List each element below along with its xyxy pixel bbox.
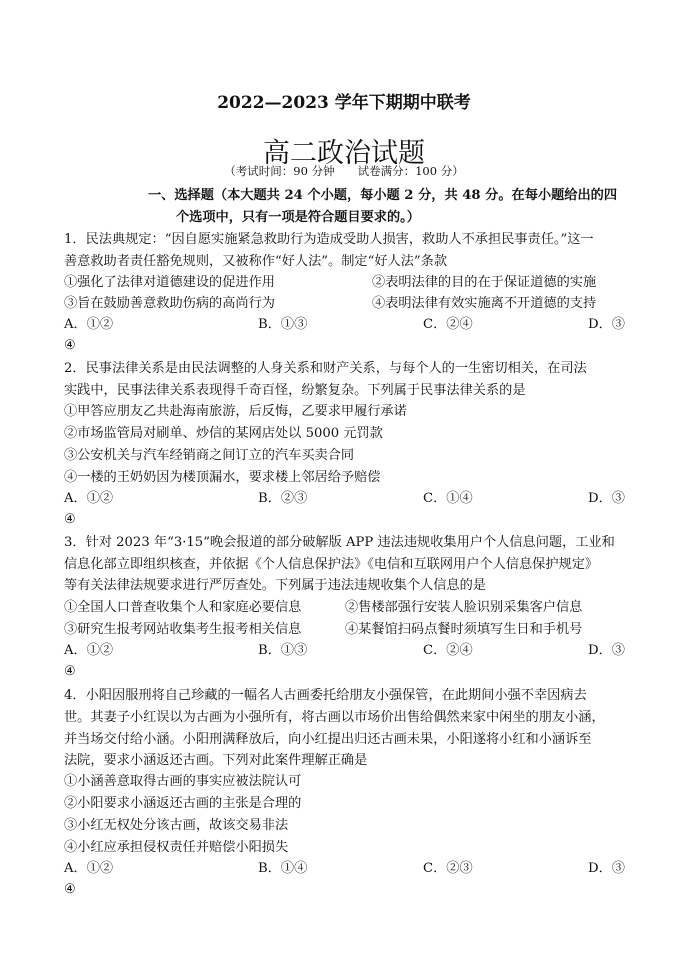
q1-item-4: ④表明法律有效实施离不开道德的支持 [372,296,597,311]
question-1-stem: 善意救助者责任豁免规则，又被称作“好人法”。制定“好人法”条款 [64,254,448,269]
q4-item-3: ③小红无权处分该古画，故该交易非法 [64,818,289,833]
q4-choice-c: C．②③ [423,861,473,876]
question-2-stem: 实践中，民事法律关系表现得千奇百怪，纷繁复杂。下列属于民事法律关系的是 [64,383,526,398]
q4-choice-b: B．①④ [258,861,308,876]
q2-item-4: ④一楼的王奶奶因为楼顶漏水，要求楼上邻居给予赔偿 [64,470,381,485]
q2-choice-d-wrap: ④ [64,512,76,527]
q4-choice-d-wrap: ④ [64,882,76,897]
q4-item-4: ④小红应承担侵权责任并赔偿小阳损失 [64,840,289,855]
section-heading-cont: 个选项中，只有一项是符合题目要求的。） [176,210,420,225]
q3-item-2: ②售楼部强行安装人脸识别采集客户信息 [345,600,583,615]
q4-choice-d: D．③ [588,861,625,876]
q1-choice-b: B．①③ [258,317,308,332]
question-2-stem: 2．民事法律关系是由民法调整的人身关系和财产关系，与每个人的一生密切相关，在司法 [64,361,587,376]
question-4-stem: 并当场交付给小涵。小阳刑满释放后，向小红提出归还古画未果，小阳遂将小红和小涵诉至 [64,732,592,747]
question-3-stem: 等有关法律法规要求进行严厉查处。下列属于违法违规收集个人信息的是 [64,578,486,593]
q3-item-3: ③研究生报考网站收集考生报考相关信息 [64,622,302,637]
q4-choice-a: A．①② [64,861,114,876]
q3-choice-a: A．①② [64,643,114,658]
q2-choice-c: C．①④ [423,491,473,506]
q3-choice-b: B．①③ [258,643,308,658]
question-3-stem: 信息化部立即组织核查，并依据《个人信息保护法》《电信和互联网用户个人信息保护规定》 [64,557,599,572]
q3-choice-c: C．②④ [423,643,473,658]
q2-choice-a: A．①② [64,491,114,506]
q1-choice-c: C．②④ [423,317,473,332]
q1-choice-d-wrap: ④ [64,338,76,353]
question-1-stem: 1．民法典规定：“因自愿实施紧急救助行为造成受助人损害，救助人不承担民事责任。”这一 [64,232,594,247]
q1-item-2: ②表明法律的目的在于保证道德的实施 [372,275,597,290]
q2-choice-b: B．②③ [258,491,308,506]
page-title: 高二政治试题 [263,138,425,169]
question-3-stem: 3．针对 2023 年“3·15”晚会报道的部分破解版 APP 违法违规收集用户个人信息问题，工业和 [64,535,615,550]
question-4-stem: 世。其妻子小红误以为古画为小强所有，将古画以市场价出售给偶然来家中闲坐的朋友小涵， [64,710,605,725]
q4-item-1: ①小涵善意取得古画的事实应被法院认可 [64,774,302,789]
q3-item-1: ①全国人口普查收集个人和家庭必要信息 [64,600,302,615]
question-4-stem: 法院，要求小涵返还古画。下列对此案件理解正确是 [64,753,368,768]
exam-info: （考试时间：90 分钟 试卷满分：100 分） [224,164,464,178]
q3-item-4: ④某餐馆扫码点餐时须填写生日和手机号 [345,622,583,637]
question-4-stem: 4．小阳因服刑将自己珍藏的一幅名人古画委托给朋友小强保管，在此期间小强不幸因病去 [64,688,587,703]
q2-item-2: ②市场监管局对刷单、炒信的某网店处以 5000 元罚款 [64,426,383,441]
q1-choice-a: A．①② [64,317,114,332]
exam-session-title: 2022—2023 学年下期期中联考 [217,93,471,113]
q2-item-3: ③公安机关与汽车经销商之间订立的汽车买卖合同 [64,448,355,463]
q2-choice-d: D．③ [588,491,625,506]
q3-choice-d-wrap: ④ [64,664,76,679]
q3-choice-d: D．③ [588,643,625,658]
q4-item-2: ②小阳要求小涵返还古画的主张是合理的 [64,796,302,811]
q1-item-3: ③旨在鼓励善意救助伤病的高尚行为 [64,296,275,311]
section-heading: 一、选择题（本大题共 24 个小题，每小题 2 分，共 48 分。在每小题给出的四 [148,188,618,203]
q2-item-1: ①甲答应朋友乙共赴海南旅游，后反悔，乙要求甲履行承诺 [64,404,407,419]
q1-item-1: ①强化了法律对道德建设的促进作用 [64,275,275,290]
q1-choice-d: D．③ [588,317,625,332]
